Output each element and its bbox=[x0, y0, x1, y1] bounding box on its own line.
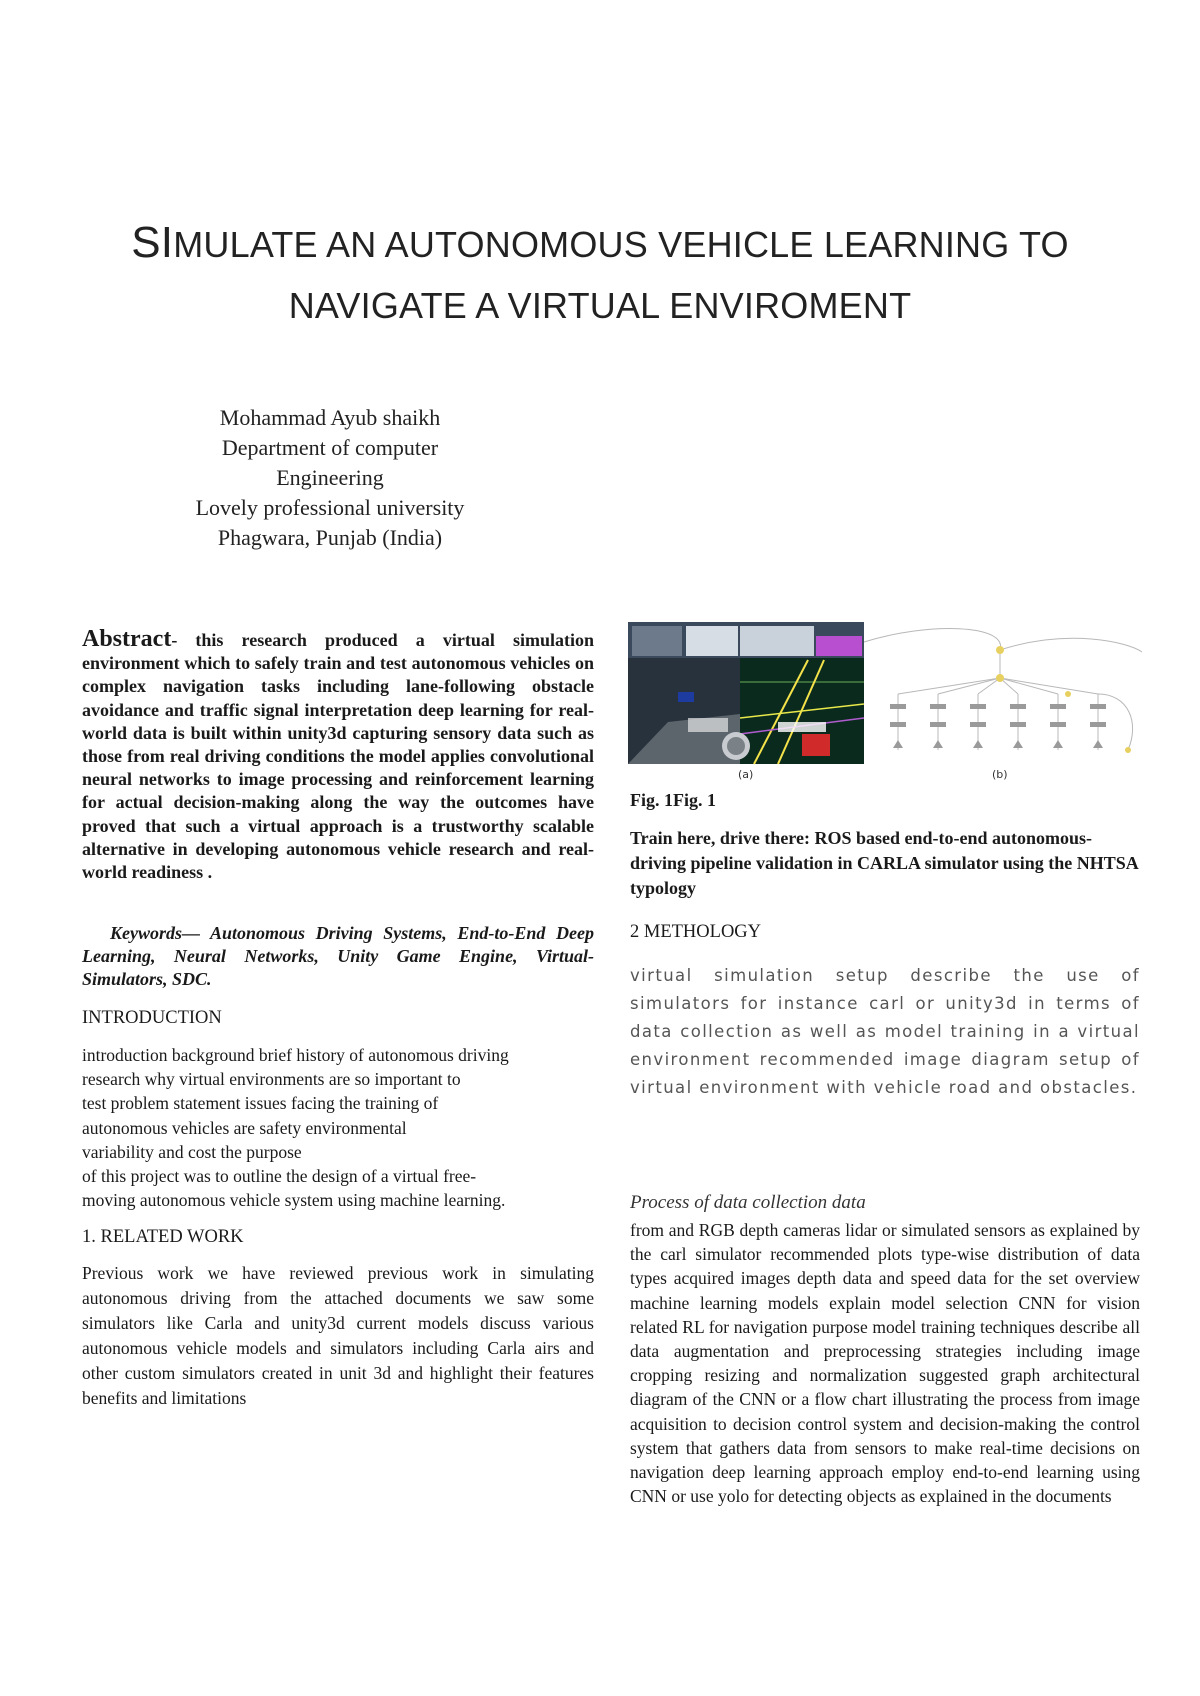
methodology-body: virtual simulation setup describe the use of simulators for instance carl or unity3d in terms of data collection as well as model training in a virtual environment recommended image diagram setup of virtual environment with vehicle road and obstacles. bbox=[630, 966, 1140, 1097]
intro-line: introduction background brief history of autonomous driving bbox=[82, 1045, 509, 1065]
title-line-1 bbox=[0, 212, 1200, 275]
author-block bbox=[170, 403, 490, 553]
figure-caption: Train here, drive there: ROS based end-to-end autonomous-driving pipeline validation in CARLA simulator using the NHTSA typology bbox=[630, 828, 1138, 898]
methodology-heading: 2 METHOLOGY bbox=[630, 922, 762, 942]
author-department: Department of computer Engineering bbox=[221, 435, 439, 490]
author-university: Lovely professional university bbox=[195, 495, 465, 520]
process-heading: Process of data collection data bbox=[630, 1192, 866, 1213]
figure-sub-a: (a) bbox=[738, 768, 754, 781]
author-name: Mohammad Ayub shaikh bbox=[219, 405, 441, 430]
intro-line: autonomous vehicles are safety environmental bbox=[82, 1117, 407, 1138]
introduction-body bbox=[82, 1043, 594, 1212]
paper-title bbox=[0, 212, 1200, 336]
intro-line: test problem statement issues facing the training of bbox=[82, 1093, 439, 1114]
title-line-1-rest: MULATE AN AUTONOMOUS VEHICLE LEARNING TO bbox=[173, 224, 1069, 265]
figure-1 bbox=[628, 622, 1142, 782]
figure-panel-b bbox=[864, 629, 1142, 750]
keywords: Keywords— Autonomous Driving Systems, End-to-End Deep Learning, Neural Networks, Unity Game Engine, Virtual-Simulators, SDC. bbox=[82, 923, 594, 989]
figure-sub-b: (b) bbox=[992, 768, 1008, 781]
related-work-body: Previous work we have reviewed previous work in simulating autonomous driving from the attached documents we saw some simulators like Carla and unity3d current models discuss various autonomous vehicle models and simulators including Carla airs and other custom simulators created in unit 3d and highlight their features benefits and limitations bbox=[82, 1263, 594, 1408]
abstract-label: Abstract bbox=[82, 626, 172, 652]
related-work-heading: 1. RELATED WORK bbox=[82, 1227, 244, 1247]
process-body: from and RGB depth cameras lidar or simulated sensors as explained by the carl simulator recommended plots type-wise distribution of data types acquired images depth data and speed data for the set overview machine learning models explain model selection CNN for vision related RL for navigation purpose model training techniques describe all data augmentation and preprocessing strategies including image cropping resizing and normalization suggested graph architectural diagram of the CNN or a flow chart illustrating the process from image acquisition to decision control system and decision-making the control system that gathers data from sensors to make real-time decisions on navigation deep learning approach employ end-to-end learning using CNN or use yolo for detecting objects as explained in the documents bbox=[630, 1220, 1140, 1507]
intro-line: variability and cost the purpose bbox=[82, 1141, 302, 1162]
title-first-letters: SI bbox=[131, 218, 174, 267]
intro-line: moving autonomous vehicle system using machine learning. bbox=[82, 1190, 506, 1211]
abstract-text: - this research produced a virtual simulation environment which to safely train and test autonomous vehicles on complex navigation tasks including lane-following obstacle avoidance and traffic signal interpretation deep learning for real-world data is built within unity3d capturing sensory data such as those from real driving conditions the model applies convolutional neural networks to image processing and reinforcement learning for actual decision-making along the way the outcomes have proved that such a virtual approach is a trustworthy scalable alternative in developing autonomous vehicle research and real-world readiness . bbox=[82, 630, 594, 883]
abstract bbox=[82, 628, 594, 884]
figure-1-image bbox=[628, 622, 1142, 782]
title-line-2: NAVIGATE A VIRTUAL ENVIROMENT bbox=[288, 285, 912, 326]
intro-line: research why virtual environments are so important to bbox=[82, 1069, 461, 1090]
author-location: Phagwara, Punjab (India) bbox=[217, 525, 443, 550]
intro-line: of this project was to outline the design of a virtual free- bbox=[82, 1166, 477, 1187]
introduction-heading: INTRODUCTION bbox=[82, 1008, 222, 1028]
figure-label: Fig. 1Fig. 1 bbox=[630, 790, 716, 810]
